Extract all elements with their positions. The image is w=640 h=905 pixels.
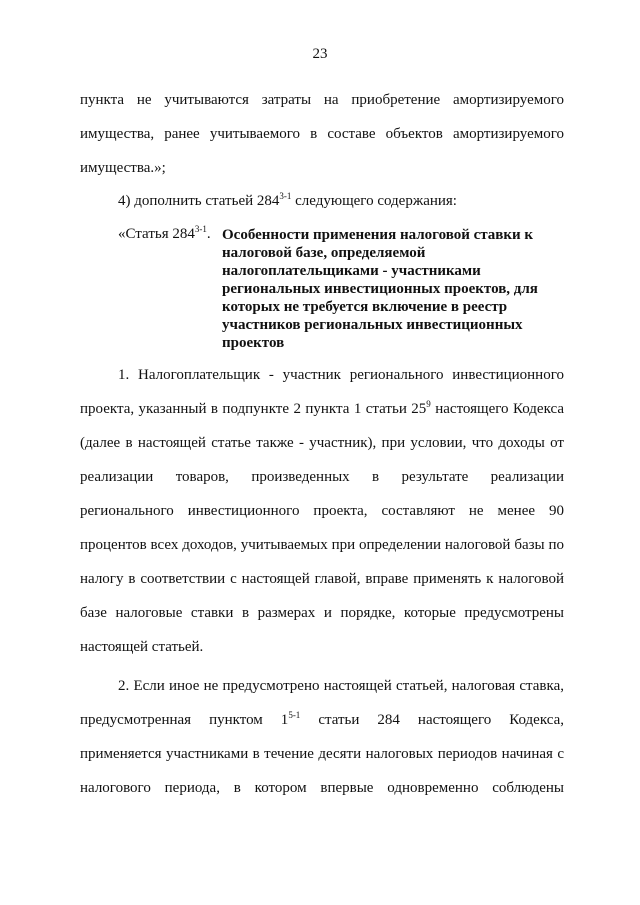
para1-line: (далее в настоящей статье также - участник), при условии, что доходы от [80,435,564,451]
para1-line: налогу в соответствии с настоящей главой, вправе применять к налоговой [80,571,564,587]
para2-sup: 5-1 [288,710,301,720]
page-number: 23 [312,46,328,62]
para1-line: настоящей статьей. [80,639,204,655]
para2-text: предусмотренная пунктом 1 [80,712,289,728]
article-title-line: участников региональных инвестиционных [222,317,523,333]
para1-line: реализации товаров, произведенных в результате реализации [80,469,564,485]
article-title-line: налоговой базе, определяемой [222,245,426,261]
item-4-text: 4) дополнить статьей 284 [118,193,280,209]
para2-line: налогового периода, в котором впервые одновременно соблюдены [80,780,564,796]
article-title-line: региональных инвестиционных проектов, для [222,281,538,297]
text-line: пункта не учитываются затраты на приобретение амортизируемого [80,92,564,108]
article-title-line: налогоплательщиками - участниками [222,263,481,279]
para1-text: проекта, указанный в подпункте 2 пункта 1 статьи 25 [80,401,427,417]
article-title-line: которых не требуется включение в реестр [222,299,508,315]
article-title [222,226,562,352]
para2-line: 2. Если иное не предусмотрено настоящей статьей, налоговая ставка, [118,678,564,694]
article-label-text: «Статья 284 [118,226,195,242]
para1-sup: 9 [426,399,431,409]
para1-line [80,401,564,418]
para1-line: процентов всех доходов, учитываемых при определении налоговой базы по [80,537,564,553]
para2-text-after: статьи 284 настоящего Кодекса, [300,712,565,728]
article-label-dot: . [206,226,211,242]
para2-line: применяется участниками в течение десяти налоговых периодов начиная с [80,746,564,762]
article-label-sup: 3-1 [194,224,207,234]
para1-text-after: настоящего Кодекса [430,401,564,417]
article-label [118,226,211,243]
para2-line [80,712,564,729]
para1-line: 1. Налогоплательщик - участник регионального инвестиционного [118,367,564,383]
text-line: имущества.»; [80,160,166,176]
text-line: имущества, ранее учитываемого в составе объектов амортизируемого [80,126,564,142]
article-title-line: проектов [222,335,285,351]
item-4-text-after: следующего содержания: [291,193,457,209]
para1-line: базе налоговые ставки в размерах и порядке, которые предусмотрены [80,605,564,621]
article-title-line: Особенности применения налоговой ставки к [222,227,534,243]
para1-line: регионального инвестиционного проекта, составляют не менее 90 [80,503,564,519]
item-4-line [118,193,564,210]
item-4-sup: 3-1 [279,191,292,201]
